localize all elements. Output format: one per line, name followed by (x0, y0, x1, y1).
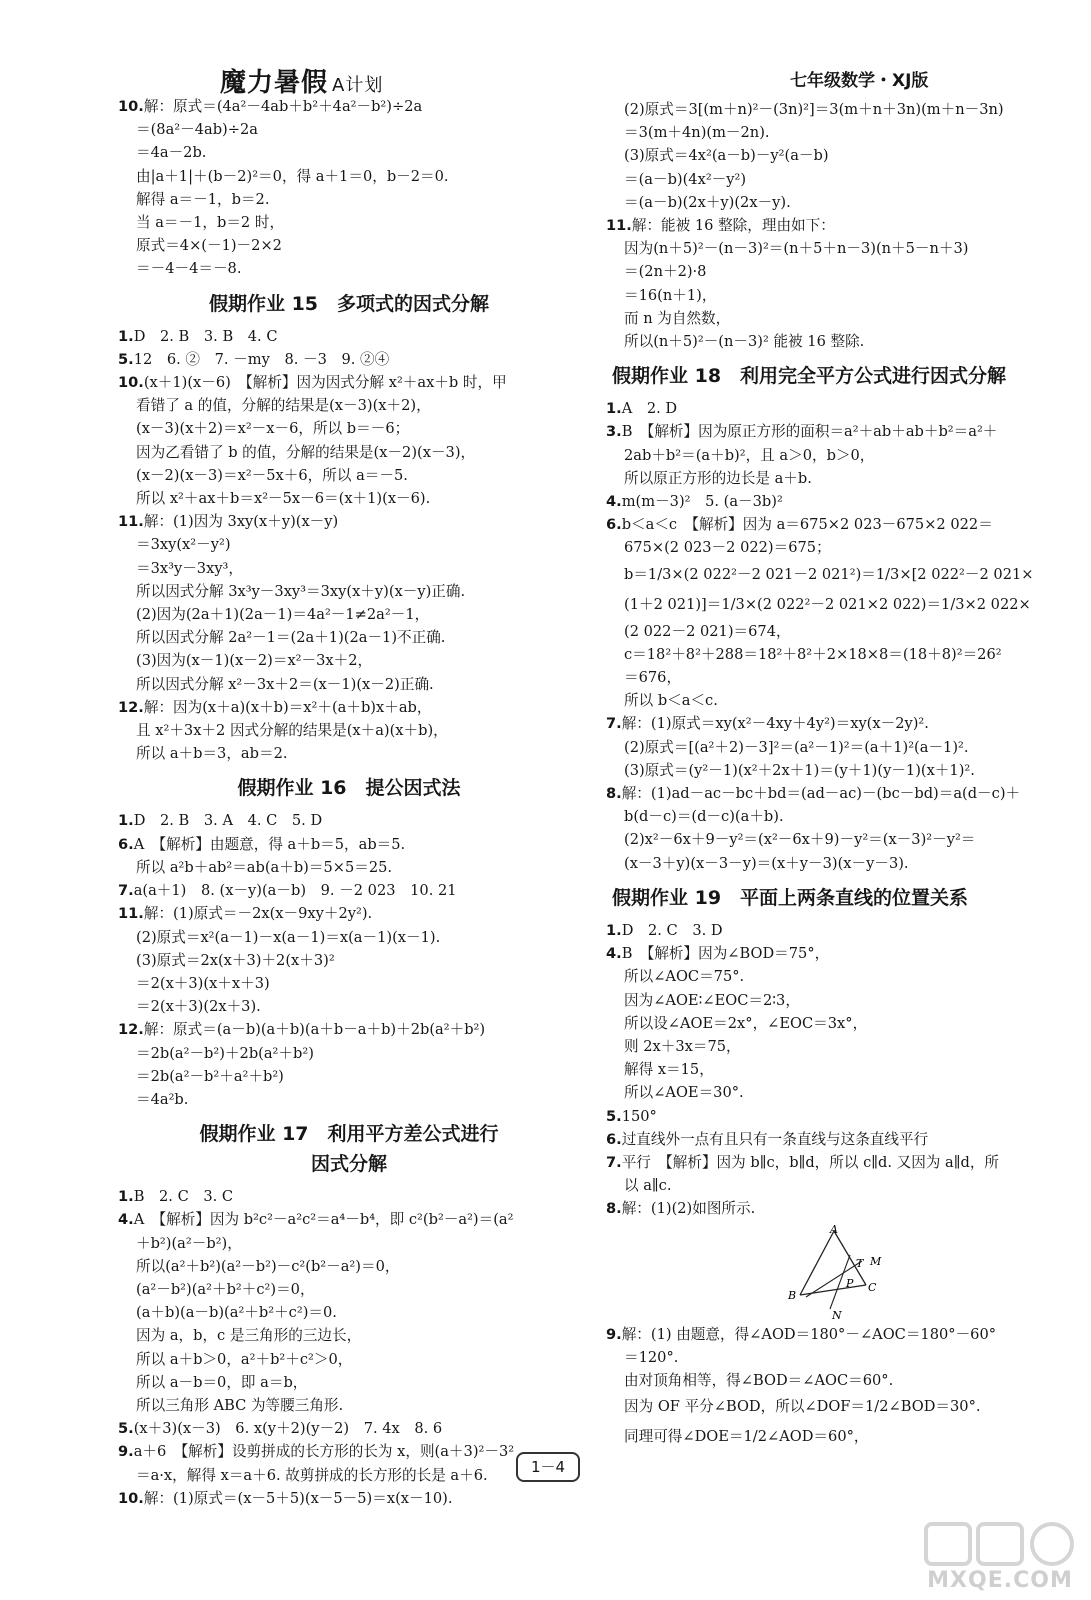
answer-line (118, 1348, 580, 1371)
answer-line (118, 603, 580, 626)
answer-line (606, 1035, 1054, 1058)
answer-line (118, 995, 580, 1018)
answer-line (606, 490, 1054, 513)
answer-line (606, 1058, 1054, 1081)
answer-line (606, 260, 1054, 283)
answer-line (118, 95, 580, 118)
label-M: M (870, 1254, 882, 1268)
question-number: 12. (118, 1021, 144, 1039)
answer-text: (x＋3)(x－3) 6. x(y＋2)(y－2) 7. 4x 8. 6 (133, 1420, 443, 1438)
answer-line (118, 1232, 580, 1255)
answer-text: ＝(2n＋2)·8 (624, 263, 707, 281)
answer-text: 以 a∥c. (624, 1177, 672, 1195)
answer-text: 而 n 为自然数， (624, 309, 731, 327)
answer-line (606, 237, 1054, 260)
answer-text: 所以因式分解 3x³y－3xy³＝3xy(x＋y)(x－y)正确. (136, 582, 466, 600)
question-number: 1. (606, 921, 622, 939)
answer-text: D 2. C 3. D (621, 921, 723, 939)
question-number: 8. (606, 785, 622, 803)
question-number: 12. (118, 698, 144, 716)
answer-line (606, 828, 1054, 851)
answer-line (118, 1440, 580, 1463)
answer-text: ＝(8a²－4ab)÷2a (136, 121, 258, 139)
section-title-continued: 因式分解 (310, 1153, 387, 1176)
answer-text: 由|a＋1|＋(b－2)²＝0，得 a＋1＝0，b－2＝0. (136, 167, 449, 185)
answer-text: 所以原正方形的边长是 a＋b. (624, 469, 812, 487)
answer-text: ＝2b(a²－b²)＋2b(a²＋b²) (136, 1044, 314, 1062)
answer-line (606, 620, 1054, 643)
answer-line (118, 211, 580, 234)
answer-text: 所以 x²＋ax＋b＝x²－5x－6＝(x＋1)(x－6). (136, 490, 431, 508)
answer-line (118, 487, 580, 510)
answer-line (118, 1278, 580, 1301)
answer-text: D 2. B 3. B 4. C (133, 327, 278, 345)
section-title: 假期作业 19 平面上两条直线的位置关系 (612, 886, 969, 909)
answer-line (606, 782, 1054, 805)
answer-text: 因为(n＋5)²－(n－3)²＝(n＋5＋n－3)(n＋5－n＋3) (624, 240, 969, 258)
answer-line (606, 643, 1054, 666)
answer-line (118, 441, 580, 464)
answer-line (118, 719, 580, 742)
answer-line (118, 742, 580, 765)
answer-line (606, 121, 1054, 144)
question-number: 11. (118, 513, 144, 531)
answer-line (606, 590, 1054, 620)
answer-line (118, 696, 580, 719)
question-number: 11. (118, 905, 144, 923)
question-number: 7. (606, 715, 622, 733)
answer-line (118, 1464, 580, 1487)
answer-text: ＝3xy(x²－y²) (136, 536, 231, 554)
answer-text: a(a＋1) 8. (x－y)(a－b) 9. －2 023 10. 21 (133, 882, 457, 900)
answer-line (606, 1105, 1054, 1128)
label-T: T (856, 1256, 864, 1270)
answer-text: 150° (621, 1107, 657, 1125)
question-number: 10. (118, 98, 144, 115)
answer-line (118, 879, 580, 902)
answer-text: 原式＝4×(－1)－2×2 (136, 237, 282, 255)
answer-text: 解：(1)原式＝－2x(x－9xy＋2y²). (143, 905, 373, 923)
answer-line (118, 417, 580, 440)
answer-text: 675×(2 023－2 022)＝675； (624, 539, 831, 557)
question-number: 5. (118, 1420, 134, 1438)
brand-title: 魔力暑假 (220, 68, 329, 98)
brand-plan: A计划 (332, 75, 384, 96)
answer-line (606, 307, 1054, 330)
answer-line (118, 1255, 580, 1278)
answer-text: ＝4a－2b. (136, 144, 207, 162)
answer-line (118, 833, 580, 856)
answer-line (606, 330, 1054, 353)
answer-text: 因为乙看错了 b 的值，分解的结果是(x－2)(x－3)， (136, 443, 476, 461)
answer-line (606, 191, 1054, 214)
answer-line (118, 510, 580, 533)
answer-text: (3)原式＝4x²(a－b)－y²(a－b) (624, 147, 829, 165)
answer-line (606, 420, 1054, 443)
answer-line (118, 1324, 580, 1347)
answer-line (118, 234, 580, 257)
answer-text: A 【解析】由题意，得 a＋b＝5，ab＝5. (133, 835, 406, 853)
answer-line (118, 394, 580, 417)
question-number: 1. (118, 812, 134, 830)
answer-text: 所以(a²＋b²)(a²－b²)－c²(b²－a²)＝0， (136, 1257, 400, 1275)
label-B: B (788, 1288, 797, 1302)
question-number: 1. (118, 327, 134, 345)
answer-text: (3)原式＝2x(x＋3)＋2(x＋3)² (136, 951, 335, 969)
answer-text: ＝(a－b)(4x²－y²) (624, 170, 747, 188)
question-number: 6. (606, 1130, 622, 1148)
page-number: 1－4 (516, 1452, 580, 1482)
answer-line (118, 1208, 580, 1231)
answer-text: 解：原式＝(a－b)(a＋b)(a＋b－a＋b)＋2b(a²＋b²) (143, 1021, 486, 1039)
answer-text: 所以因式分解 x²－3x＋2＝(x－1)(x－2)正确. (136, 675, 434, 693)
answer-text: b＜a＜c 【解析】因为 a＝675×2 023－675×2 022＝ (621, 516, 993, 534)
answer-text: (2)原式＝x²(a－1)－x(a－1)＝x(a－1)(x－1). (136, 928, 441, 946)
answer-text: (3)因为(x－1)(x－2)＝x²－3x＋2， (136, 652, 373, 670)
section-title: 假期作业 18 利用完全平方公式进行因式分解 (612, 365, 1007, 388)
answer-text: (3)原式＝(y²－1)(x²＋2x＋1)＝(y＋1)(y－1)(x＋1)². (624, 761, 975, 779)
answer-line (118, 1417, 580, 1440)
label-C: C (868, 1280, 877, 1294)
answer-text: 所以 a－b＝0，即 a＝b， (136, 1373, 308, 1391)
answer-text: 解：(1)原式＝xy(x²－4xy＋4y²)＝xy(x－2y)². (621, 715, 929, 733)
answer-line (118, 1371, 580, 1394)
answer-line (606, 98, 1054, 121)
answer-line (118, 1088, 580, 1111)
answer-line (118, 348, 580, 371)
watermark-text: MXQE.COM (927, 1568, 1073, 1593)
answer-line (118, 325, 580, 348)
answer-line (118, 673, 580, 696)
answer-line (606, 666, 1054, 689)
answer-text: ＝4a²b. (136, 1090, 189, 1108)
question-number: 10. (118, 374, 144, 392)
answer-text: 则 2x＋3x＝75， (624, 1037, 741, 1055)
answer-text: ＝16(n＋1)， (624, 286, 717, 304)
answer-line (606, 805, 1054, 828)
answer-text: 因为 OF 平分∠BOD，所以∠DOF＝1/2∠BOD＝30°. (624, 1398, 981, 1416)
answer-line (606, 560, 1054, 590)
answer-text: b(d－c)＝(d－c)(a＋b). (624, 808, 784, 826)
answer-line (606, 712, 1054, 735)
answer-text: ＝3(m＋4n)(m－2n). (624, 124, 770, 142)
answer-line (118, 1487, 580, 1510)
answer-line (606, 1323, 1054, 1346)
answer-line (606, 144, 1054, 167)
question-number: 4. (118, 1211, 134, 1229)
answer-line (118, 188, 580, 211)
answer-line (118, 649, 580, 672)
question-number: 9. (118, 1443, 134, 1461)
question-number: 6. (606, 516, 622, 534)
answer-line (606, 919, 1054, 942)
answer-line (118, 464, 580, 487)
answer-text: 解得 a＝－1，b＝2. (136, 190, 270, 208)
answer-text: 所以 b＜a＜c. (624, 692, 718, 710)
answer-line (118, 626, 580, 649)
answer-text: a＋6 【解析】设剪拼成的长方形的长为 x，则(a＋3)²－3² (133, 1443, 515, 1461)
section-title: 假期作业 16 提公因式法 (237, 777, 461, 800)
answer-text: 所以∠AOC＝75°. (624, 968, 745, 986)
answer-text: (a²－b²)(a²＋b²＋c²)＝0， (136, 1280, 315, 1298)
answer-text: 平行 【解析】因为 b∥c，b∥d，所以 c∥d. 又因为 a∥d，所 (621, 1153, 1000, 1171)
answer-line (606, 467, 1054, 490)
answer-text: 由对顶角相等，得∠BOD＝∠AOC＝60°. (624, 1371, 894, 1389)
answer-text: ＝2(x＋3)(x＋x＋3) (136, 974, 270, 992)
answer-text: 所以(n＋5)²－(n－3)² 能被 16 整除. (624, 333, 865, 351)
answer-line (118, 1018, 580, 1041)
answer-line (118, 141, 580, 164)
answer-text: 过直线外一点有且只有一条直线与这条直线平行 (621, 1130, 929, 1148)
answer-line (118, 533, 580, 556)
answer-text: (a＋b)(a－b)(a²＋b²＋c²)＝0. (136, 1304, 337, 1322)
answer-text: B 2. C 3. C (133, 1188, 234, 1206)
answer-line (606, 1081, 1054, 1104)
answer-line (606, 852, 1054, 875)
answer-text: b＝1/3×(2 022²－2 021－2 021²)＝1/3×[2 022²－2 021× (624, 565, 1034, 583)
section-title: 假期作业 17 利用平方差公式进行 (199, 1123, 499, 1146)
answer-text: A 2. D (621, 400, 678, 418)
question-number: 4. (606, 493, 622, 511)
answer-text: 2ab＋b²＝(a＋b)²，且 a＞0，b＞0， (624, 446, 875, 464)
answer-line (606, 214, 1054, 237)
answer-text: 所以∠AOE＝30°. (624, 1084, 744, 1102)
answer-line (606, 965, 1054, 988)
answer-text: A 【解析】因为 b²c²－a²c²＝a⁴－b⁴，即 c²(b²－a²)＝(a² (133, 1211, 514, 1229)
question-number: 5. (118, 350, 134, 368)
answer-text: ＝3x³y－3xy³， (136, 559, 244, 577)
question-number: 1. (118, 1188, 134, 1206)
answer-text: ＝－4－4＝－8. (136, 260, 242, 278)
answer-text: ＝676， (624, 669, 682, 687)
answer-line (606, 1369, 1054, 1392)
question-number: 7. (606, 1153, 622, 1171)
label-A: A (830, 1224, 838, 1236)
answer-text: 解：(1)原式＝(x－5＋5)(x－5－5)＝x(x－10). (143, 1489, 453, 1507)
answer-line (606, 989, 1054, 1012)
answer-text: D 2. B 3. A 4. C 5. D (133, 812, 323, 830)
answer-text: 解：原式＝(4a²－4ab＋b²＋4a²－b²)÷2a (143, 98, 423, 115)
answer-text: 所以 a²b＋ab²＝ab(a＋b)＝5×5＝25. (136, 858, 393, 876)
grade-subject: 七年级数学・XJ版 (790, 71, 929, 91)
answer-line (606, 1392, 1054, 1422)
answer-text: 当 a＝－1，b＝2 时， (136, 214, 285, 232)
question-number: 10. (118, 1489, 144, 1507)
question-number: 3. (606, 423, 622, 441)
answer-text: (x－2)(x－3)＝x²－5x＋6，所以 a＝－5. (136, 466, 408, 484)
answer-text: (2)原式＝[(a²＋2)－3]²＝(a²－1)²＝(a＋1)²(a－1)². (624, 738, 969, 756)
answer-text: (x－3＋y)(x－3－y)＝(x＋y－3)(x－y－3). (624, 854, 909, 872)
answer-text: 12 6. ② 7. －my 8. －3 9. ②④ (133, 350, 390, 368)
watermark (920, 1520, 1080, 1600)
answer-text: B 【解析】因为原正方形的面积＝a²＋ab＋ab＋b²＝a²＋ (621, 423, 998, 441)
parallel-lines-diagram (786, 1225, 906, 1321)
answer-line (118, 1185, 580, 1208)
answer-text: (2)因为(2a＋1)(2a－1)＝4a²－1≠2a²－1， (136, 606, 430, 624)
question-number: 5. (606, 1107, 622, 1125)
left-column (118, 95, 580, 1510)
answer-line (606, 536, 1054, 559)
answer-line (606, 397, 1054, 420)
answer-text: (x－3)(x＋2)＝x²－x－6，所以 b＝－6； (136, 420, 410, 438)
answer-line (118, 257, 580, 280)
answer-line (606, 1422, 1054, 1452)
answer-text: 解得 x＝15， (624, 1061, 714, 1079)
answer-text: (2)x²－6x＋9－y²＝(x²－6x＋9)－y²＝(x－3)²－y²＝ (624, 831, 976, 849)
answer-text: 解：能被 16 整除，理由如下： (631, 217, 835, 235)
label-N: N (832, 1308, 842, 1321)
answer-line (118, 165, 580, 188)
answer-text: 同理可得∠DOE＝1/2∠AOD＝60°， (624, 1428, 869, 1446)
answer-line (118, 1042, 580, 1065)
answer-line (118, 557, 580, 580)
answer-line (606, 168, 1054, 191)
answer-line (606, 1174, 1054, 1197)
answer-text: 解：(1)ad－ac－bc＋bd＝(ad－ac)－(bc－bd)＝a(d－c)＋ (621, 785, 1021, 803)
answer-line (118, 809, 580, 832)
question-number: 8. (606, 1200, 622, 1218)
answer-line (118, 1065, 580, 1088)
answer-text: 因为∠AOE∶∠EOC＝2∶3， (624, 991, 800, 1009)
answer-line (118, 949, 580, 972)
answer-line (606, 1151, 1054, 1174)
answer-text: ＝120°. (624, 1348, 679, 1366)
question-number: 7. (118, 882, 134, 900)
right-column (606, 98, 1054, 1452)
answer-line (606, 1346, 1054, 1369)
answer-text: 所以 a＋b＞0，a²＋b²＋c²＞0， (136, 1350, 353, 1368)
answer-text: 且 x²＋3x＋2 因式分解的结果是(x＋a)(x＋b)， (136, 722, 448, 740)
answer-text: 解：(1)因为 3xy(x＋y)(x－y) (143, 513, 339, 531)
answer-line (606, 736, 1054, 759)
question-number: 1. (606, 400, 622, 418)
answer-text: 所以因式分解 2a²－1＝(2a＋1)(2a－1)不正确. (136, 629, 446, 647)
answer-text: ＋b²)(a²－b²)， (136, 1234, 242, 1252)
answer-line (118, 972, 580, 995)
answer-line (118, 371, 580, 394)
answer-text: 所以三角形 ABC 为等腰三角形. (136, 1396, 344, 1414)
answer-line (118, 856, 580, 879)
answer-text: 看错了 a 的值，分解的结果是(x－3)(x＋2)， (136, 397, 431, 415)
answer-text: (1＋2 021)]＝1/3×(2 022²－2 021×2 022)＝1/3×2 022× (624, 595, 1031, 613)
answer-line (606, 689, 1054, 712)
answer-line (118, 926, 580, 949)
answer-text: 因为 a，b，c 是三角形的三边长， (136, 1327, 362, 1345)
answer-line (118, 1394, 580, 1417)
section-title: 假期作业 15 多项式的因式分解 (208, 292, 490, 315)
answer-text: 解：(1)(2)如图所示. (621, 1200, 756, 1218)
answer-line (606, 444, 1054, 467)
answer-text: (x＋1)(x－6) 【解析】因为因式分解 x²＋ax＋b 时，甲 (143, 374, 507, 392)
answer-line (606, 1128, 1054, 1151)
answer-text: (2 022－2 021)＝674， (624, 622, 791, 640)
question-number: 6. (118, 835, 134, 853)
question-number: 9. (606, 1325, 622, 1343)
answer-line (606, 759, 1054, 782)
answer-line (606, 513, 1054, 536)
answer-text: c＝18²＋8²＋288＝18²＋8²＋2×18×8＝(18＋8)²＝26² (624, 645, 1002, 663)
answer-text: 所以设∠AOE＝2x°，∠EOC＝3x°， (624, 1014, 868, 1032)
book-brand (220, 62, 383, 99)
answer-text: ＝a·x，解得 x＝a＋6. 故剪拼成的长方形的长是 a＋6. (136, 1466, 488, 1484)
answer-text: ＝2b(a²－b²＋a²＋b²) (136, 1067, 284, 1085)
answer-line (606, 1197, 1054, 1220)
question-number: 11. (606, 217, 632, 235)
answer-text: m(m－3)² 5. (a－3b)² (621, 493, 783, 511)
answer-text: B 【解析】因为∠BOD＝75°， (621, 945, 830, 963)
answer-line (118, 902, 580, 925)
label-P: P (846, 1276, 854, 1290)
answer-text: ＝2(x＋3)(2x＋3). (136, 998, 261, 1016)
answer-line (118, 118, 580, 141)
answer-line (606, 942, 1054, 965)
geometry-figure (606, 1225, 1054, 1321)
answer-text: 解：(1) 由题意，得∠AOD＝180°－∠AOC＝180°－60° (621, 1325, 997, 1343)
answer-text: (2)原式＝3[(m＋n)²－(3n)²]＝3(m＋n＋3n)(m＋n－3n) (624, 101, 1004, 118)
answer-text: 所以 a＋b＝3，ab＝2. (136, 745, 288, 763)
answer-line (606, 1012, 1054, 1035)
answer-text: ＝(a－b)(2x＋y)(2x－y). (624, 193, 791, 211)
answer-text: 解：因为(x＋a)(x＋b)＝x²＋(a＋b)x＋ab， (143, 698, 432, 716)
question-number: 4. (606, 945, 622, 963)
answer-line (118, 1301, 580, 1324)
answer-line (118, 580, 580, 603)
answer-line (606, 284, 1054, 307)
